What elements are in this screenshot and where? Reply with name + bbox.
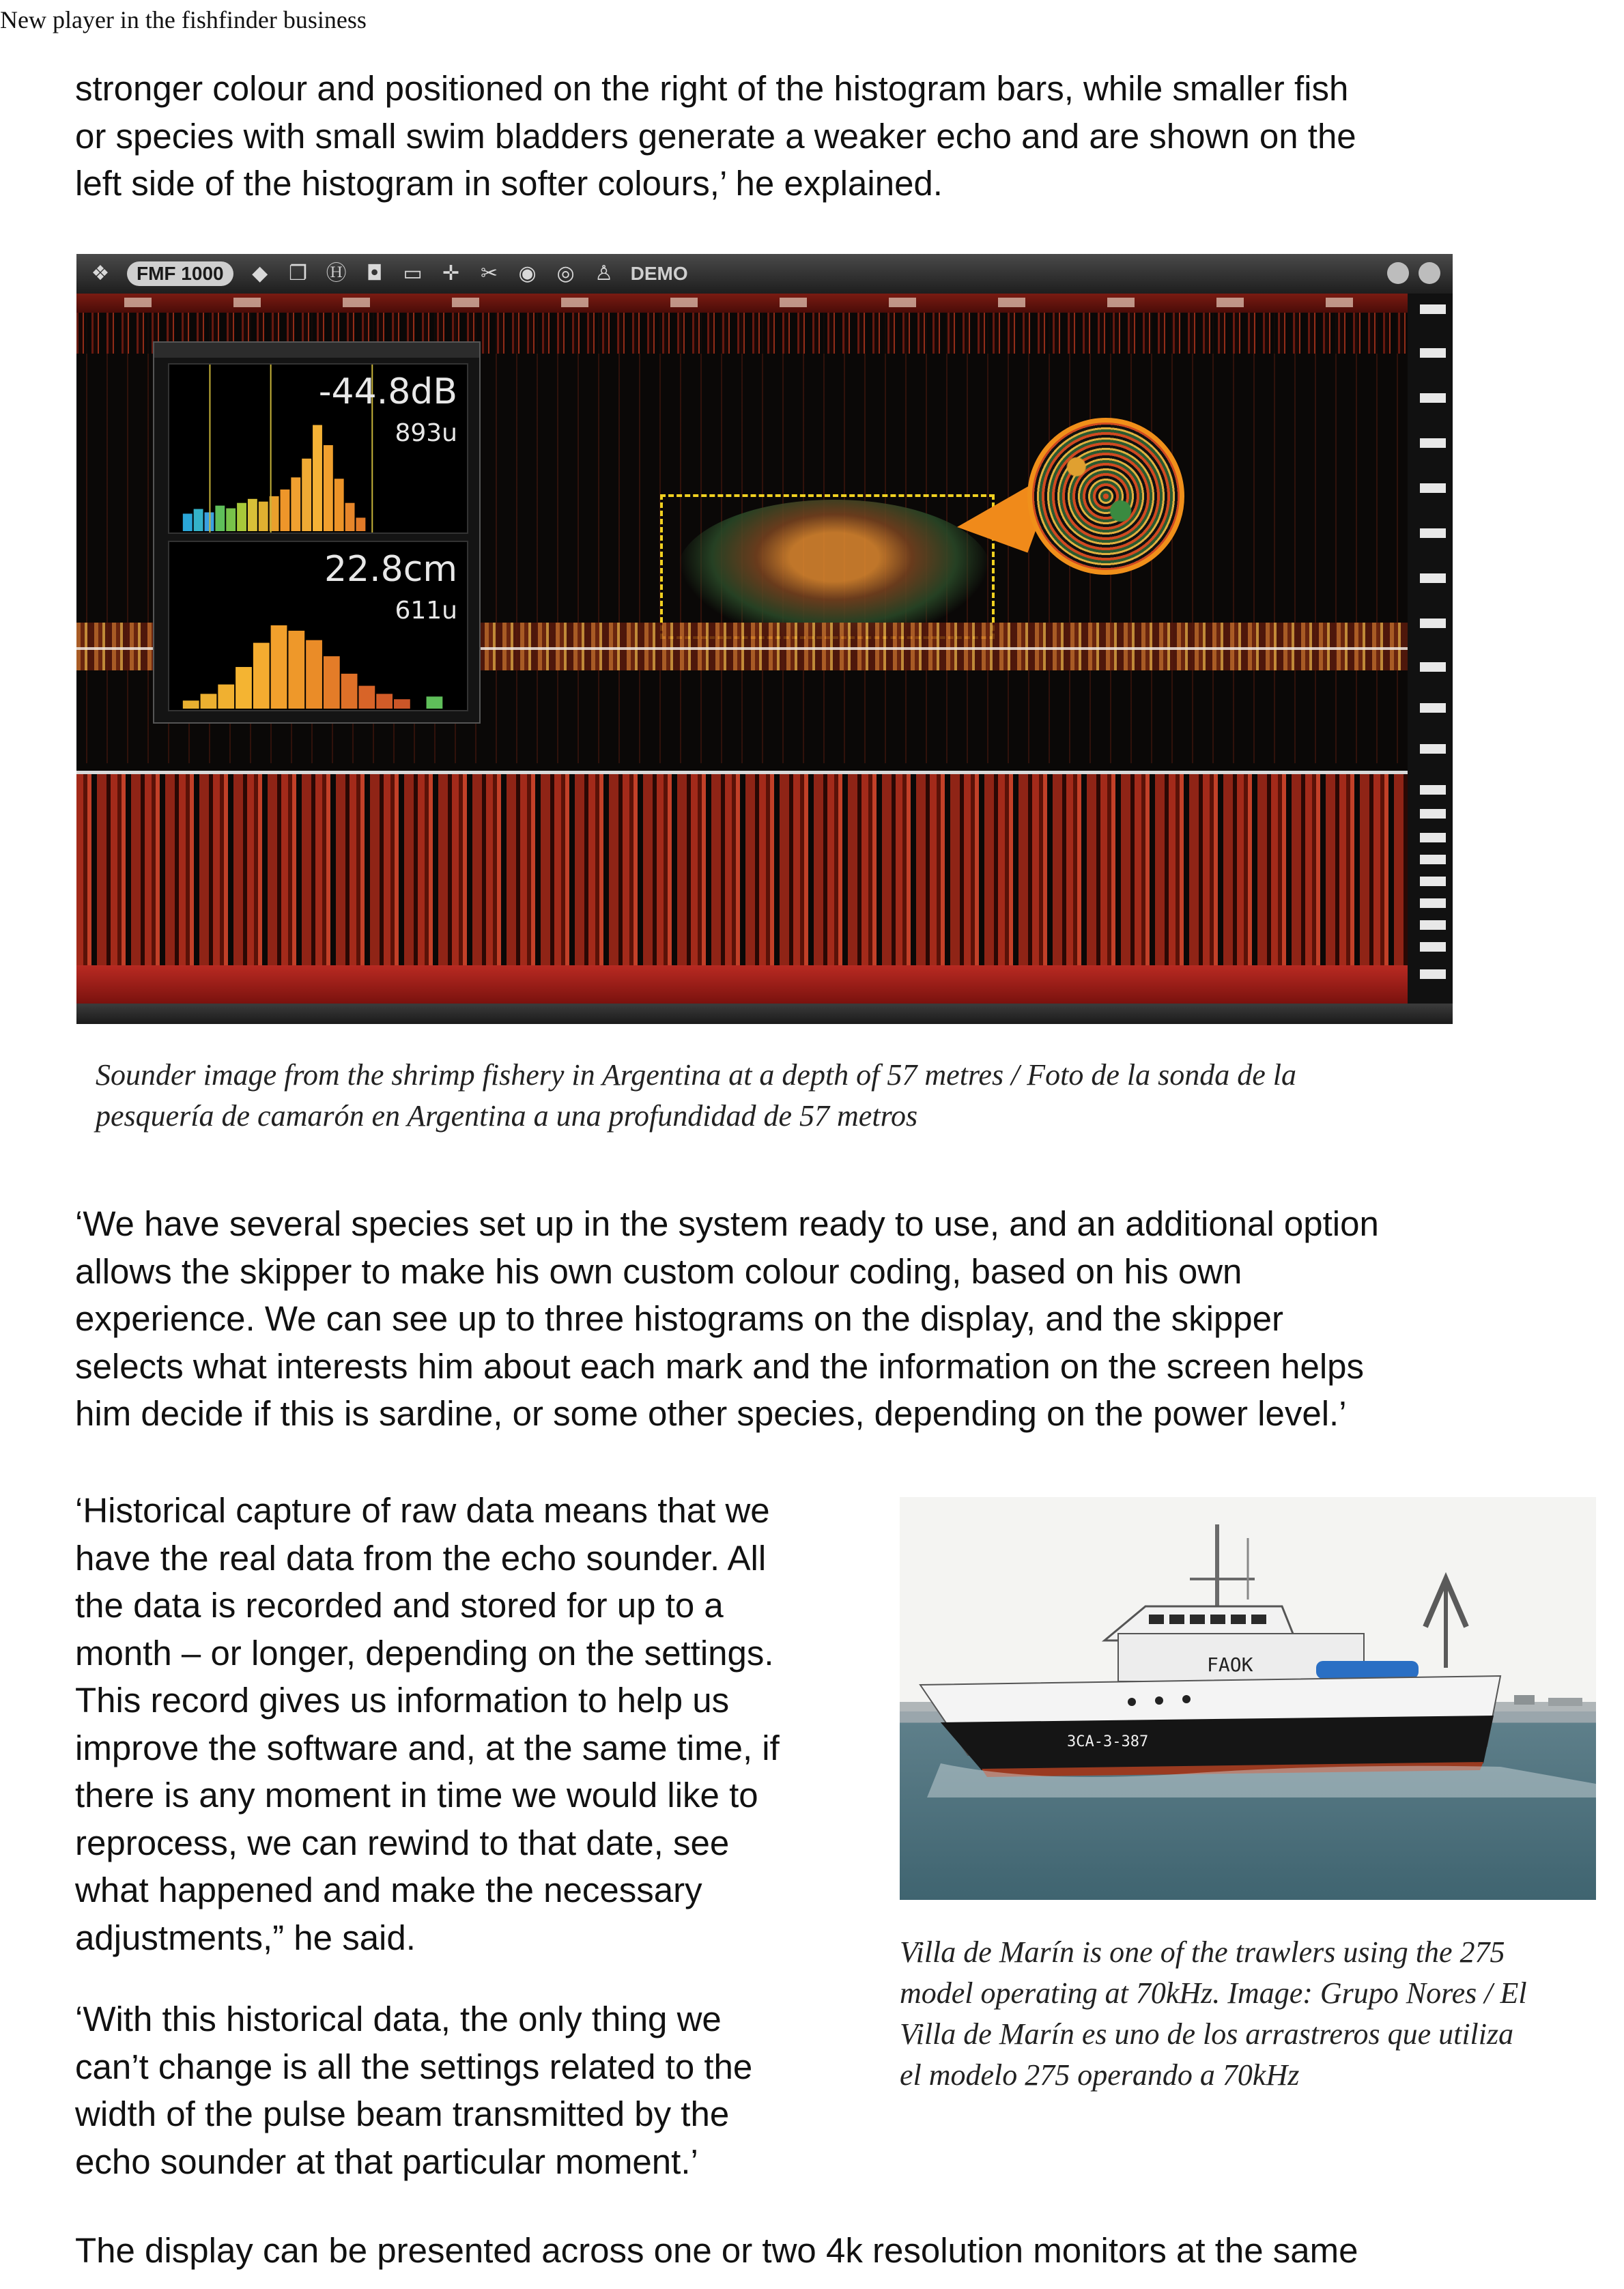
- sounder-status-bar: [76, 1004, 1453, 1024]
- cube-icon: ◆: [252, 261, 268, 285]
- paragraph-display: The display can be presented across one or two 4k resolution monitors at the same: [75, 2231, 1358, 2270]
- sounder-image: [76, 254, 1453, 1024]
- paragraph-historical: ‘Historical capture of raw data means that we have the real data from the echo sounder. All the data is recorded and stored for up to a month – or longer, depending on the settings. This record gives us information to help us improve the software and, at the same time, if there is any moment in time we would like to reprocess, we can rewind to that date, see what happened and make the necessary adjustments,” he said.: [75, 1491, 780, 1957]
- product-badge: FMF 1000: [127, 261, 233, 286]
- demo-label: DEMO: [630, 263, 688, 284]
- person-icon: ♙: [595, 261, 614, 285]
- minimize-icon: [1387, 262, 1409, 284]
- eye-icon: ◎: [556, 261, 575, 285]
- paragraph-species: ‘We have several species set up in the system ready to use, and an additional option allows the skipper to make his own custom colour coding, based on his own experience. We can see up to three histograms on the display, and the skipper selects what interests him about each mark and the information on the screen helps him decide if this is sardine, or some other species, depending on the power level.’: [75, 1204, 1379, 1433]
- bottom-band: [76, 965, 1408, 1004]
- histogram-db: [168, 363, 468, 534]
- crosshair-icon: ✛: [442, 261, 460, 285]
- window-icon: ▭: [403, 261, 423, 285]
- paragraph-intro: stronger colour and positioned on the right of the histogram bars, while smaller fish or species with small swim bladders generate a weaker echo and are shown on the left side of the histogram in softer colours,’ he explained.: [75, 69, 1356, 203]
- h-circle-icon: Ⓗ: [326, 261, 347, 285]
- selection-box: [660, 494, 995, 639]
- running-header: New player in the fishfinder business: [0, 6, 367, 33]
- tools-icon: ✂: [481, 261, 498, 285]
- zoom-magnifier: [1027, 418, 1184, 575]
- time-ruler: [76, 294, 1408, 313]
- ship-photo: [900, 1497, 1596, 1900]
- logo-icon: ❖: [91, 261, 110, 285]
- histogram-size-value: 22.8cm: [324, 549, 457, 590]
- histogram-size: [168, 541, 468, 711]
- window-controls: [1387, 262, 1440, 284]
- lower-echogram: [76, 774, 1408, 965]
- camera-icon: ◘: [366, 261, 383, 285]
- bridge-marking: FAOK: [1207, 1653, 1253, 1676]
- ship-illustration: [900, 1497, 1596, 1900]
- sounder-caption: Sounder image from the shrimp fishery in Argentina at a depth of 57 metres / Foto de la sonda de la pesquería de camarón en Argentina a una profundidad de 57 metros: [96, 1058, 1297, 1133]
- hull-marking: 3CA-3-387: [1067, 1733, 1149, 1750]
- histogram-db-value: -44.8dB: [318, 371, 457, 412]
- ship-caption: Villa de Marín is one of the trawlers using the 275 model operating at 70kHz. Image: Grupo Nores / El Villa de Marín es uno de los arrastreros que utiliza el modelo 275 operando a 70kHz: [900, 1935, 1527, 2092]
- histogram-title-bar: [154, 343, 479, 358]
- histogram-size-count: 611u: [395, 597, 457, 625]
- paragraph-pulse-beam: ‘With this historical data, the only thing we can’t change is all the settings related to the width of the pulse beam transmitted by the echo sounder at that particular moment.’: [75, 2000, 753, 2181]
- depth-scale: [1408, 294, 1453, 1004]
- layers-icon: ❐: [289, 261, 308, 285]
- sounder-toolbar: [76, 254, 1453, 294]
- histogram-panel: [153, 341, 481, 724]
- record-icon: ◉: [518, 261, 537, 285]
- settings-icon: [1419, 262, 1440, 284]
- histogram-db-count: 893u: [395, 419, 457, 447]
